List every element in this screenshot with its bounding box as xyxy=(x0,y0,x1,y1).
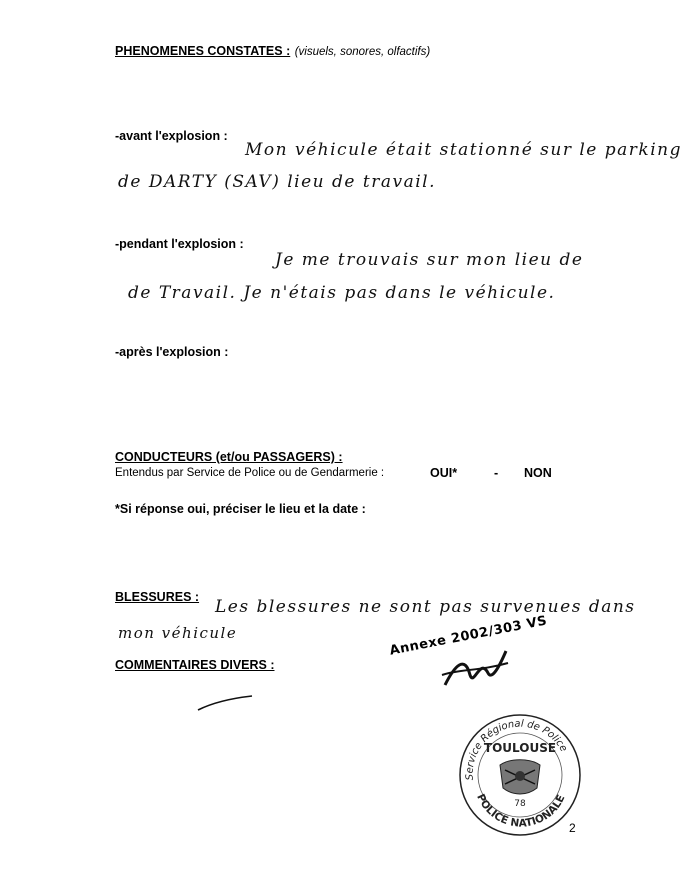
injuries-handwriting-line1: Les blessures ne sont pas survenues dans xyxy=(215,597,636,617)
police-seal xyxy=(455,710,585,840)
seal-emblem xyxy=(500,760,540,794)
police-seal-graphic xyxy=(455,710,585,840)
seal-top-text: Service Régional de Police xyxy=(464,718,570,781)
injuries-handwriting-line2: mon véhicule xyxy=(118,624,238,642)
injuries-label: BLESSURES : xyxy=(115,590,200,604)
option-separator: - xyxy=(494,466,499,480)
signature-scribble xyxy=(440,645,510,690)
during-explosion-handwriting-line1: Je me trouvais sur mon lieu de xyxy=(275,250,584,270)
drivers-heard-by: Entendus par Service de Police ou de Gendarmerie : xyxy=(115,467,385,479)
header-subtitle: (visuels, sonores, olfactifs) xyxy=(294,46,431,58)
drivers-title: CONDUCTEURS (et/ou PASSAGERS) : xyxy=(115,450,343,464)
seal-city-text: TOULOUSE xyxy=(483,741,557,755)
during-explosion-label: -pendant l'explosion : xyxy=(115,237,244,251)
before-explosion-handwriting-line1: Mon véhicule était stationné sur le parking xyxy=(245,140,682,160)
drivers-note: *Si réponse oui, préciser le lieu et la date : xyxy=(115,502,366,516)
comments-label: COMMENTAIRES DIVERS : xyxy=(115,658,275,672)
page-number: 2 xyxy=(569,821,576,835)
option-yes: OUI* xyxy=(430,466,458,480)
annex-stamp-text: Annexe 2002/303 VS xyxy=(388,613,549,659)
handwritten-dash xyxy=(196,694,256,714)
header-title: PHENOMENES CONSTATES : xyxy=(115,44,291,58)
seal-number-text: 78 xyxy=(514,799,526,809)
page-header xyxy=(115,42,430,60)
option-no: NON xyxy=(524,466,552,480)
during-explosion-handwriting-line2: de Travail. Je n'étais pas dans le véhicule. xyxy=(128,283,556,303)
seal-bottom-text: POLICE NATIONALE xyxy=(474,792,568,830)
after-explosion-label: -après l'explosion : xyxy=(115,345,229,359)
before-explosion-handwriting-line2: de DARTY (SAV) lieu de travail. xyxy=(118,172,436,192)
before-explosion-label: -avant l'explosion : xyxy=(115,129,228,143)
